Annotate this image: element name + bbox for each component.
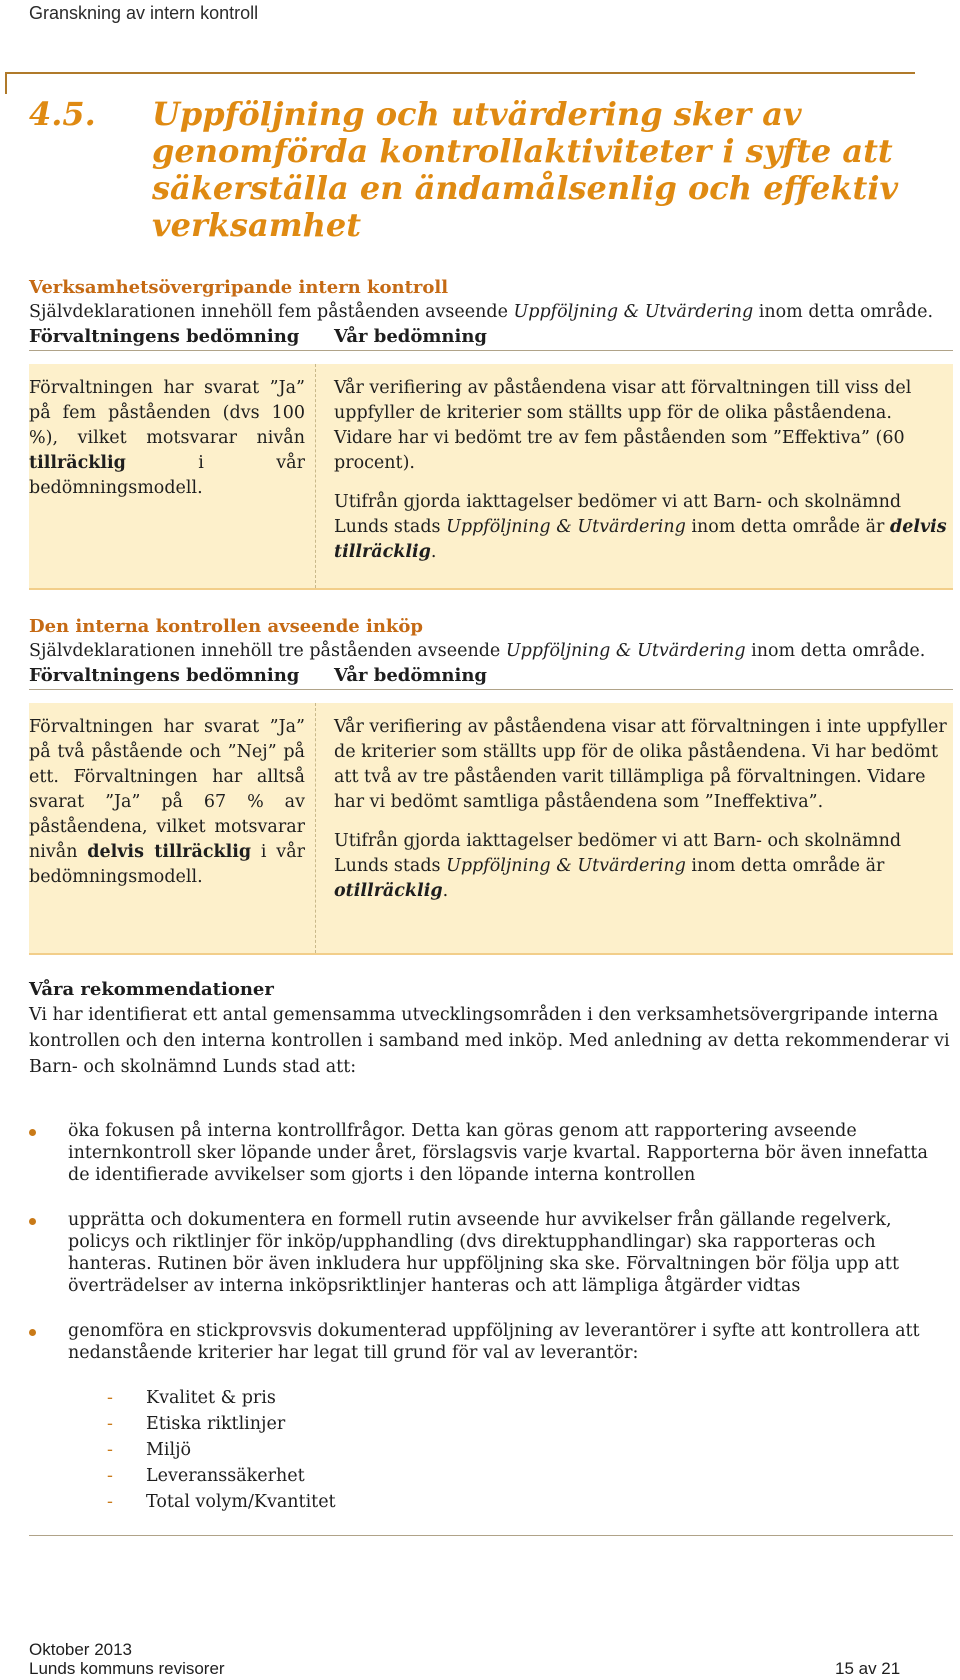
dash-icon: - <box>107 1414 113 1434</box>
header-rule <box>5 72 915 74</box>
subheading-inkop: Den interna kontrollen avseende inköp <box>29 616 423 637</box>
recommendations-title: Våra rekommendationer <box>29 979 274 1000</box>
left-text: Förvaltningen har svarat ”Ja” på två påstående och ”Nej” på ett. Förvaltningen har alltså svarat ”Ja” på 67 % av påståendena, vilket motsvarar nivån <box>29 717 305 862</box>
conclusion-text-end: . <box>442 881 449 901</box>
intro-text-end: inom detta område. <box>753 302 934 322</box>
var-assessment <box>334 364 953 579</box>
recommendation-item <box>29 1320 953 1364</box>
conclusion-level: delvis tillräcklig <box>334 517 947 562</box>
subheading-verksamhet: Verksamhetsövergripande intern kontroll <box>29 277 449 298</box>
intro-text-end: inom detta område. <box>745 641 926 661</box>
bullet-icon <box>29 1218 36 1225</box>
conclusion-text: Utifrån gjorda iakttagelser bedömer vi att Barn- och skolnämnd Lunds stads <box>334 831 902 876</box>
var-assessment <box>334 703 953 918</box>
intro-verksamhet <box>29 300 953 324</box>
criteria-item <box>107 1463 953 1489</box>
conclusion-paragraph <box>334 829 953 904</box>
conclusion-emphasis: Uppföljning & Utvärdering <box>446 517 686 537</box>
criteria-item <box>107 1489 953 1515</box>
recommendation-list <box>29 1120 953 1364</box>
assessment-panel <box>29 364 953 590</box>
criteria-text: Etiska riktlinjer <box>146 1414 286 1434</box>
footer-org: Lunds kommuns revisorer <box>29 1659 225 1678</box>
header-rule-tick <box>5 72 7 94</box>
conclusion-text: Utifrån gjorda iakttagelser bedömer vi att Barn- och skolnämnd Lunds stads <box>334 492 902 537</box>
recommendation-item <box>29 1120 953 1186</box>
left-level: delvis tillräcklig <box>87 842 252 862</box>
bullet-icon <box>29 1129 36 1136</box>
left-text-end: i vår bedömningsmodell. <box>29 842 305 887</box>
conclusion-text-mid: inom detta område är <box>685 517 890 537</box>
intro-emphasis: Uppföljning & Utvärdering <box>505 641 746 661</box>
criteria-item <box>107 1385 953 1411</box>
left-level: tillräcklig <box>29 453 126 473</box>
recommendation-text: öka fokusen på interna kontrollfrågor. Detta kan göras genom att rapportering avseende internkontroll sker löpande under året, förslagsvis varje kvartal. Rapporterna bör även innefatta de identifierade avvikelser som gjorts i den löpande interna kontrollen <box>68 1121 928 1185</box>
recommendation-text: upprätta och dokumentera en formell rutin avseende hur avvikelser från gällande regelverk, policys och riktlinjer för inköp/upphandling (dvs direktupphandlingar) ska rapporteras och hanteras. Rutinen bör även inkludera hur uppföljning ska ske. Förvaltningen bör följa upp att överträdelser av interna inköpsriktlinjer hanteras och att lämpliga åtgärder vidtas <box>68 1210 899 1296</box>
section-title: Uppföljning och utvärdering sker av genomförda kontrollaktiviteter i syfte att säkerställa en ändamålsenlig och effektiv verksamhet <box>152 95 899 244</box>
assessment-panel <box>29 703 953 955</box>
left-text: Förvaltningen har svarat ”Ja” på fem påståenden (dvs 100 %), vilket motsvarar nivån <box>29 378 305 448</box>
recommendation-text: genomföra en stickprovsvis dokumenterad uppföljning av leverantörer i syfte att kontrollera att nedanstående kriterier har legat till grund för val av leverantör: <box>68 1321 920 1363</box>
conclusion-text-mid: inom detta område är <box>685 856 885 876</box>
part-inkop <box>29 615 953 955</box>
bullet-icon <box>29 1329 36 1336</box>
intro-text: Självdeklarationen innehöll tre påståenden avseende <box>29 641 506 661</box>
verification-paragraph: Vår verifiering av påståendena visar att förvaltningen i inte uppfyller de kriterier som ställts upp för de olika påståendena. Vi har bedömt att två av tre påståenden varit tillämpliga på förvaltningen. Vidare har vi bedömt samtliga påståendena som ”Ineffektiva”. <box>334 717 947 812</box>
verification-paragraph: Vår verifiering av påståendena visar att förvaltningen till viss del uppfyller de kriterier som ställts upp för de olika påståendena. Vidare har vi bedömt tre av fem påståenden som ”Effektiva” (60 procent). <box>334 378 912 473</box>
criteria-item <box>107 1437 953 1463</box>
col-forvaltning: Förvaltningens bedömning <box>29 326 300 347</box>
dash-icon: - <box>107 1440 113 1460</box>
footer-date: Oktober 2013 <box>29 1640 133 1659</box>
dash-icon: - <box>107 1388 113 1408</box>
column-headers <box>29 663 953 690</box>
forvaltning-assessment <box>29 364 316 588</box>
left-text-end: i vår bedömningsmodell. <box>29 453 305 498</box>
criteria-text: Kvalitet & pris <box>146 1388 276 1408</box>
intro-inkop <box>29 639 953 663</box>
conclusion-paragraph <box>334 490 953 565</box>
criteria-text: Leveranssäkerhet <box>146 1466 305 1486</box>
intro-text: Självdeklarationen innehöll fem påståenden avseende <box>29 302 514 322</box>
section-number: 4.5. <box>29 95 96 133</box>
content-end-rule <box>29 1535 953 1536</box>
criteria-list <box>107 1385 953 1515</box>
page-number: 15 av 21 <box>835 1659 901 1678</box>
dash-icon: - <box>107 1492 113 1512</box>
conclusion-level: otillräcklig <box>334 881 443 901</box>
conclusion-emphasis: Uppföljning & Utvärdering <box>446 856 686 876</box>
col-var: Vår bedömning <box>334 665 487 686</box>
recommendation-item <box>29 1209 953 1297</box>
conclusion-text-end: . <box>430 542 437 562</box>
column-headers <box>29 324 953 351</box>
dash-icon: - <box>107 1466 113 1486</box>
criteria-item <box>107 1411 953 1437</box>
running-header: Granskning av intern kontroll <box>29 3 259 23</box>
criteria-text: Miljö <box>146 1440 192 1460</box>
recommendations-intro: Vi har identifierat ett antal gemensamma utvecklingsområden i den verksamhetsövergripande interna kontrollen och den interna kontrollen i samband med inköp. Med anledning av detta rekommenderar vi Barn- och skolnämnd Lunds stad att: <box>29 1005 950 1077</box>
intro-emphasis: Uppföljning & Utvärdering <box>513 302 754 322</box>
col-forvaltning: Förvaltningens bedömning <box>29 665 300 686</box>
col-var: Vår bedömning <box>334 326 487 347</box>
criteria-text: Total volym/Kvantitet <box>146 1492 336 1512</box>
part-verksamhet <box>29 276 953 590</box>
recommendations <box>29 978 953 1515</box>
forvaltning-assessment <box>29 703 316 953</box>
